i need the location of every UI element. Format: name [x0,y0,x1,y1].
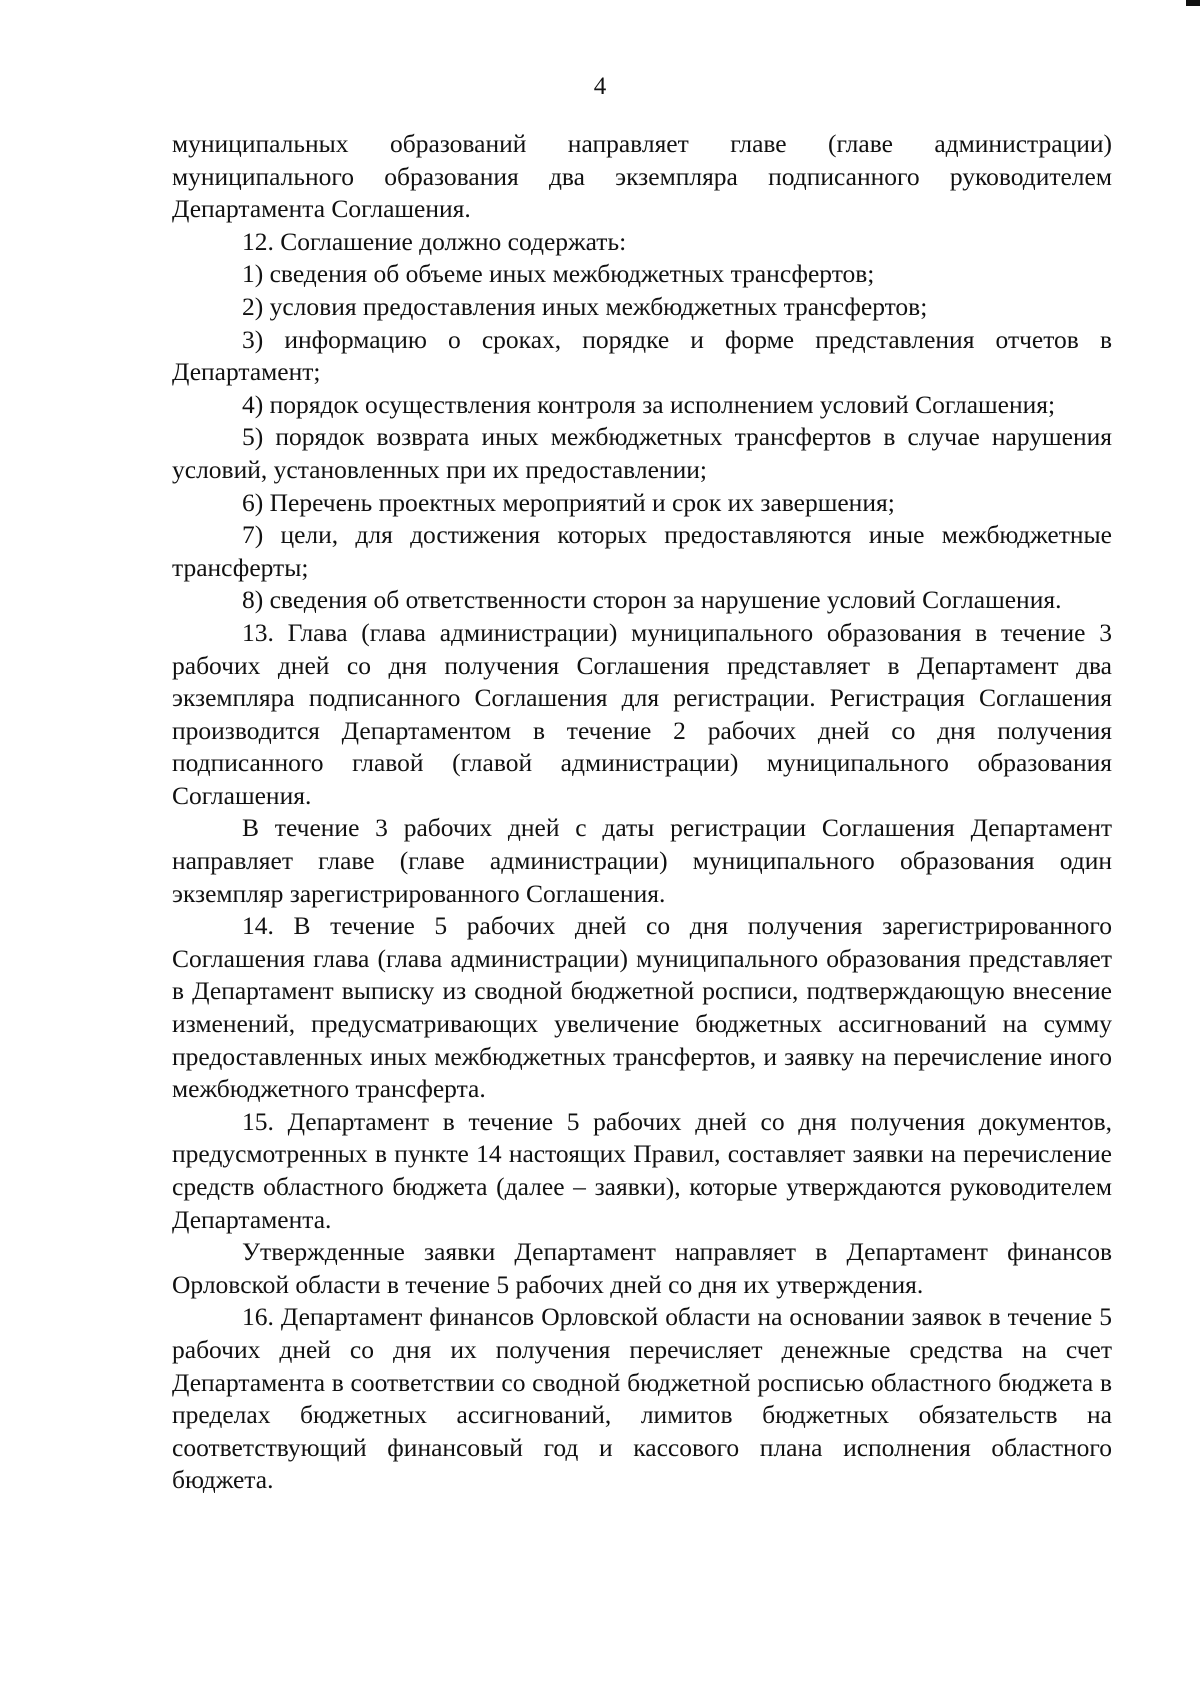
list-item-6: 6) Перечень проектных мероприятий и срок их завершения; [242,487,895,517]
paragraph-item-14: 14. В течение 5 рабочих дней со дня получения зарегистрированного Соглашения глава (глава администрации) муниципального образования представляет в Департамент выписку из сводной бюджетной росписи, подтверждающую внесение изменений, предусматривающих увеличение бюджетных ассигнований на сумму предоставленных иных межбюджетных трансфертов, и заявку на перечисление иного межбюджетного трансферта. [172,911,1112,1104]
paragraph-approved-requests: Утвержденные заявки Департамент направляет в Департамент финансов Орловской области в течение 5 рабочих дней со дня их утверждения. [172,1237,1112,1299]
list-item-2: 2) условия предоставления иных межбюджетных трансфертов; [242,291,928,321]
page-number: 4 [593,73,607,100]
paragraph-item-16: 16. Департамент финансов Орловской области на основании заявок в течение 5 рабочих дней со дня их получения перечисляет денежные средства на счет Департамента в соответствии со сводной бюджетной росписью областного бюджета в пределах бюджетных ассигнований, лимитов бюджетных обязательств на соответствующий финансовый год и кассового плана исполнения областного бюджета. [172,1302,1112,1495]
list-item-4: 4) порядок осуществления контроля за исполнением условий Соглашения; [242,389,1056,419]
list-item-1: 1) сведения об объеме иных межбюджетных трансфертов; [242,259,875,289]
list-item-8: 8) сведения об ответственности сторон за нарушение условий Соглашения. [242,585,1062,615]
paragraph-item-15: 15. Департамент в течение 5 рабочих дней со дня получения документов, предусмотренных в пункте 14 настоящих Правил, составляет заявки на перечисление средств областного бюджета (далее – заявки), которые утверждаются руководителем Департамента. [172,1106,1112,1234]
list-item-5: 5) порядок возврата иных межбюджетных трансфертов в случае нарушения условий, установленных при их предоставлении; [172,422,1112,484]
paragraph-registration: В течение 3 рабочих дней с даты регистрации Соглашения Департамент направляет главе (главе администрации) муниципального образования один экземпляр зарегистрированного Соглашения. [172,813,1112,908]
paragraph-continuation: муниципальных образований направляет главе (главе администрации) муниципального образования два экземпляра подписанного руководителем Департамента Соглашения. [172,129,1112,224]
paragraph-item-12: 12. Соглашение должно содержать: [242,226,627,256]
document-body [172,128,1112,1497]
list-item-7: 7) цели, для достижения которых предоставляются иные межбюджетные трансферты; [172,520,1112,582]
list-item-3: 3) информацию о сроках, порядке и форме представления отчетов в Департамент; [172,324,1112,387]
scan-corner-mark [1186,0,1200,6]
paragraph-item-13: 13. Глава (глава администрации) муниципального образования в течение 3 рабочих дней со дня получения Соглашения представляет в Департамент два экземпляра подписанного Соглашения для регистрации. Регистрация Соглашения производится Департаментом в течение 2 рабочих дней со дня получения подписанного главой (главой администрации) муниципального образования Соглашения. [172,617,1112,810]
